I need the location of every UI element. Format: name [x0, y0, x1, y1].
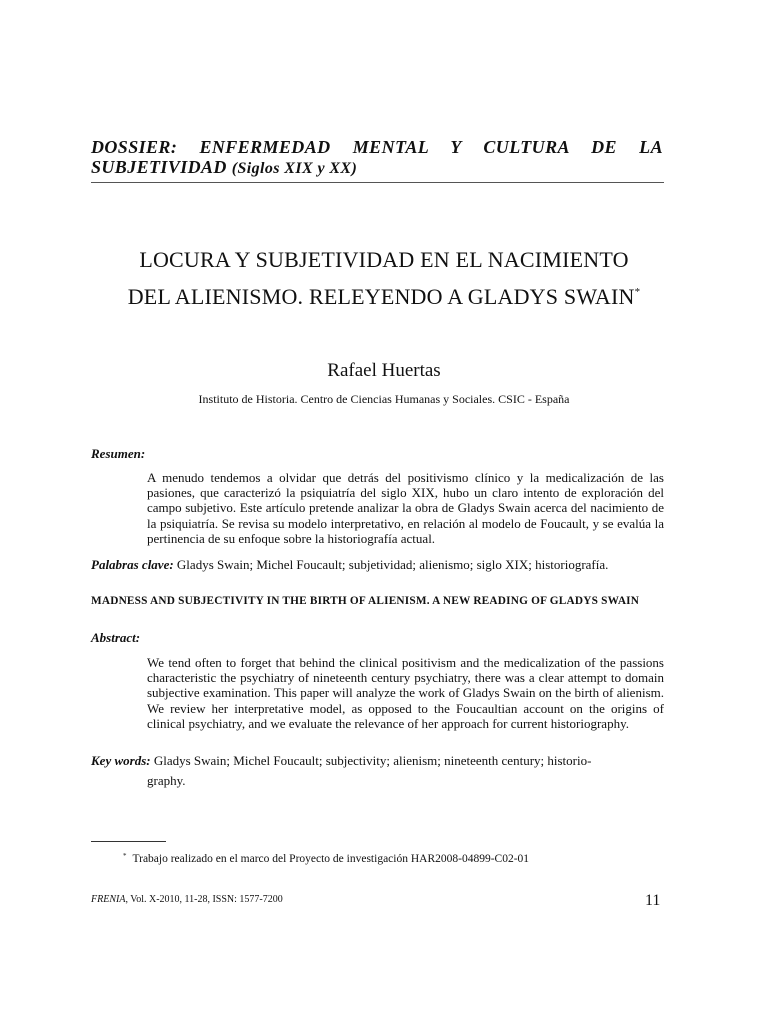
- key-words-label: Key words:: [91, 753, 151, 768]
- dossier-subtitle: (Siglos XIX y XX): [231, 160, 358, 177]
- english-title: MADNESS AND SUBJECTIVITY IN THE BIRTH OF ALIENISM. A NEW READING OF GLADYS SWAIN: [91, 595, 640, 607]
- abstract-label: Abstract:: [91, 630, 141, 645]
- journal-details: , Vol. X-2010, 11-28, ISSN: 1577-7200: [125, 894, 283, 905]
- footnote-text: Trabajo realizado en el marco del Proyecto de investigación HAR2008-04899-C02-01: [132, 853, 530, 865]
- palabras-clave-text: Gladys Swain; Michel Foucault; subjetividad; alienismo; siglo XIX; historiografía.: [176, 557, 609, 572]
- article-title: [80, 244, 688, 313]
- palabras-clave-label: Palabras clave:: [91, 557, 174, 572]
- key-words-line-1: Gladys Swain; Michel Foucault; subjectivity; alienism; nineteenth century; historio-: [153, 753, 592, 768]
- journal-citation: [91, 894, 283, 905]
- footnote-rule: [91, 841, 166, 842]
- dossier-heading: [91, 137, 663, 179]
- abstract-text: We tend often to forget that behind the clinical positivism and the medicalization of the passions characteristic the psychiatry of nineteenth century psychiatry, there was a clear attempt to domain subjective examination. This paper will analyze the work of Gladys Swain on the birth of alienism. We review her interpretative model, as opposed to the Foucaultian account on the origins of clinical psychiatry, and we evaluate the relevance of her approach for current historiography.: [147, 655, 664, 731]
- resumen-label: Resumen:: [91, 446, 146, 461]
- key-words: [91, 751, 664, 791]
- footnote: [123, 852, 529, 865]
- footnote-mark: *: [123, 852, 127, 860]
- resumen-text: A menudo tendemos a olvidar que detrás del positivismo clínico y la medicalización de las pasiones, que caracterizó la psiquiatría del siglo XIX, hubo un claro intento de exploración del campo subjetivo. Este artículo pretende analizar la obra de Gladys Swain acerca del nacimiento de la psiquiatría. Se revisa su modelo interpretativo, en relación al modelo de Foucault, y se evalúa la pertinencia de su enfoque sobre la historiografía actual.: [147, 470, 664, 546]
- key-words-line-2: graphy.: [147, 773, 186, 788]
- header-rule: [91, 182, 664, 183]
- author-name: Rafael Huertas: [327, 360, 441, 381]
- dossier-main-title: DOSSIER: ENFERMEDAD MENTAL Y CULTURA DE LA SUBJETIVIDAD: [91, 137, 663, 177]
- article-title-line-1: LOCURA Y SUBJETIVIDAD EN EL NACIMIENTO: [139, 247, 629, 272]
- title-footnote-mark: *: [634, 286, 641, 298]
- journal-name: FRENIA: [91, 894, 126, 905]
- palabras-clave: [91, 557, 664, 573]
- author-affiliation: Instituto de Historia. Centro de Ciencias Humanas y Sociales. CSIC - España: [198, 392, 570, 406]
- article-title-line-2: DEL ALIENISMO. RELEYENDO A GLADYS SWAIN: [127, 284, 635, 309]
- page-number: 11: [645, 892, 661, 909]
